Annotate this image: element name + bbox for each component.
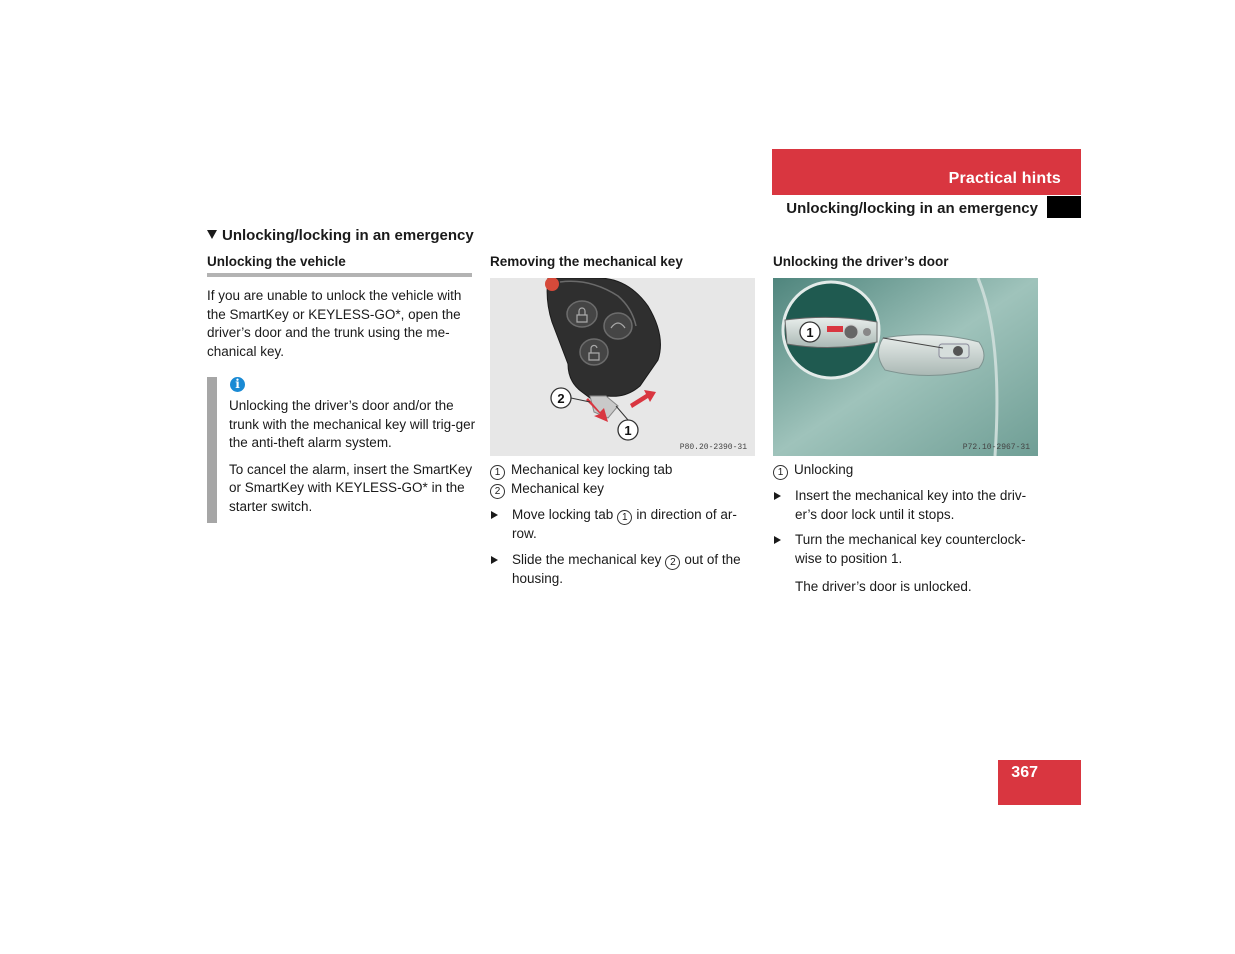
legend-text: Unlocking [794, 462, 854, 477]
section-marker [1047, 196, 1081, 218]
callout-1-label: 1 [624, 423, 632, 438]
triangle-down-icon [207, 230, 217, 239]
info-paragraph: Unlocking the driver’s door and/or the trunk with the mechanical key will trig-ger the anti-theft alarm system. [229, 398, 476, 451]
step-item: Insert the mechanical key into the driv-er’s door lock until it stops. [773, 487, 1043, 524]
unlock-button-icon [580, 339, 608, 365]
step-list [773, 487, 1043, 597]
col2-heading: Removing the mechanical key [490, 254, 683, 269]
heading-rule [207, 273, 472, 277]
main-heading-text: Unlocking/locking in an emergency [222, 227, 474, 244]
info-icon: i [230, 377, 245, 392]
inline-number: 2 [665, 555, 680, 570]
legend [773, 461, 1043, 480]
inline-number: 1 [617, 510, 632, 525]
legend-number: 1 [773, 465, 788, 480]
legend-text: Mechanical key locking tab [511, 462, 673, 477]
smartkey-illustration [490, 278, 755, 456]
door-handle-illustration [773, 278, 1038, 456]
callout-2-label: 2 [557, 391, 565, 406]
col1-heading: Unlocking the vehicle [207, 254, 346, 269]
legend-number: 1 [490, 465, 505, 480]
chapter-title: Practical hints [948, 170, 1061, 188]
info-paragraph: To cancel the alarm, insert the SmartKey or SmartKey with KEYLESS-GO* in the starter switch. [229, 461, 473, 514]
chapter-tab [772, 149, 1081, 195]
step-item: Slide the mechanical key 2 out of the housing. [490, 551, 758, 589]
figure-code: P80.20-2390-31 [679, 443, 747, 452]
lock-cylinder-icon [844, 325, 858, 339]
legend [490, 461, 758, 499]
legend-text: Mechanical key [511, 481, 605, 496]
callout-1-label: 1 [806, 325, 814, 340]
legend-item [490, 461, 758, 480]
page-number-box [998, 760, 1081, 805]
step-item: Move locking tab 1 in direction of ar-row. [490, 506, 758, 544]
section-header: Unlocking/locking in an emergency [786, 200, 1038, 217]
figure-code: P72.10-2967-31 [962, 443, 1030, 452]
info-box [207, 377, 475, 523]
legend-item [773, 461, 1043, 480]
trunk-button-icon [604, 313, 632, 339]
legend-item [490, 480, 758, 499]
door-figure [773, 278, 1038, 456]
info-bar [207, 377, 217, 523]
intro-paragraph: If you are unable to unlock the vehicle with the SmartKey or KEYLESS-GO*, open the driver’s door and the trunk using the me-chanical key. [207, 288, 462, 359]
result-text: The driver’s door is unlocked. [795, 579, 972, 595]
main-heading [207, 227, 474, 246]
page-number: 367 [1011, 764, 1038, 781]
step-item: Turn the mechanical key counterclock-wise to position 1. [773, 531, 1043, 568]
legend-number: 2 [490, 484, 505, 499]
col3-heading: Unlocking the driver’s door [773, 254, 949, 269]
lock-cylinder-icon [953, 346, 963, 356]
lock-button-icon [567, 301, 597, 327]
info-content [229, 377, 477, 525]
arrow-icon [630, 390, 656, 408]
step-list [490, 506, 758, 595]
key-figure [490, 278, 755, 456]
